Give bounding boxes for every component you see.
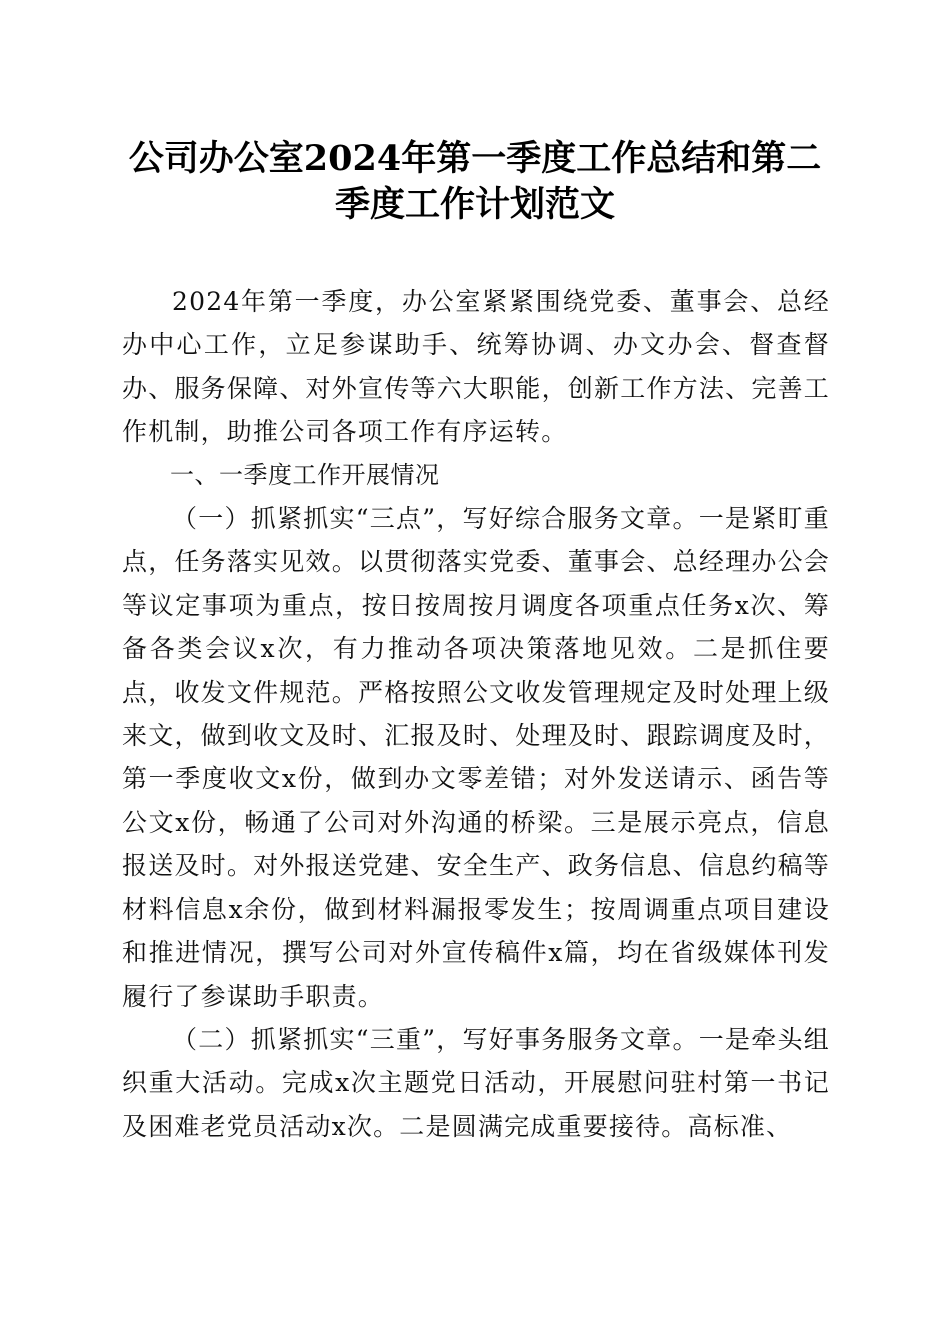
section-heading: 一、一季度工作开展情况 [170,460,440,489]
title-line-1: 公司办公室2024年第一季度工作总结和第二 [128,138,822,179]
body-paragraph: （一）抓紧抓实“三点”，写好综合服务文章。一是紧盯重点，任务落实见效。以贯彻落实党委、董事会、总经理办公会等议定事项为重点，按日按周按月调度各项重点任务x次、筹备各类会议x次，有力推动各项决策落地见效。二是抓住要点，收发文件规范。严格按照公文收发管理规定及时处理上级来文，做到收文及时、汇报及时、处理及时、跟踪调度及时，第一季度收文x份，做到办文零差错；对外发送请示、函告等公文x份，畅通了公司对外沟通的桥梁。三是展示亮点，信息报送及时。对外报送党建、安全生产、政务信息、信息约稿等材料信息x余份，做到材料漏报零发生；按周调重点项目建设和推进情况，撰写公司对外宣传稿件x篇，均在省级媒体刊发履行了参谋助手职责。 [122,504,830,1011]
document-title [100,136,850,228]
title-line-2: 季度工作计划范文 [334,184,615,225]
document-body [122,280,830,1148]
body-paragraph: （二）抓紧抓实“三重”，写好事务服务文章。一是牵头组织重大活动。完成x次主题党日活动，开展慰问驻村第一书记及困难老党员活动x次。二是圆满完成重要接待。高标准、 [122,1024,830,1141]
intro-paragraph: 2024年第一季度，办公室紧紧围绕党委、董事会、总经办中心工作，立足参谋助手、统筹协调、办文办会、督查督办、服务保障、对外宣传等六大职能，创新工作方法、完善工作机制，助推公司各项工作有序运转。 [122,287,830,447]
